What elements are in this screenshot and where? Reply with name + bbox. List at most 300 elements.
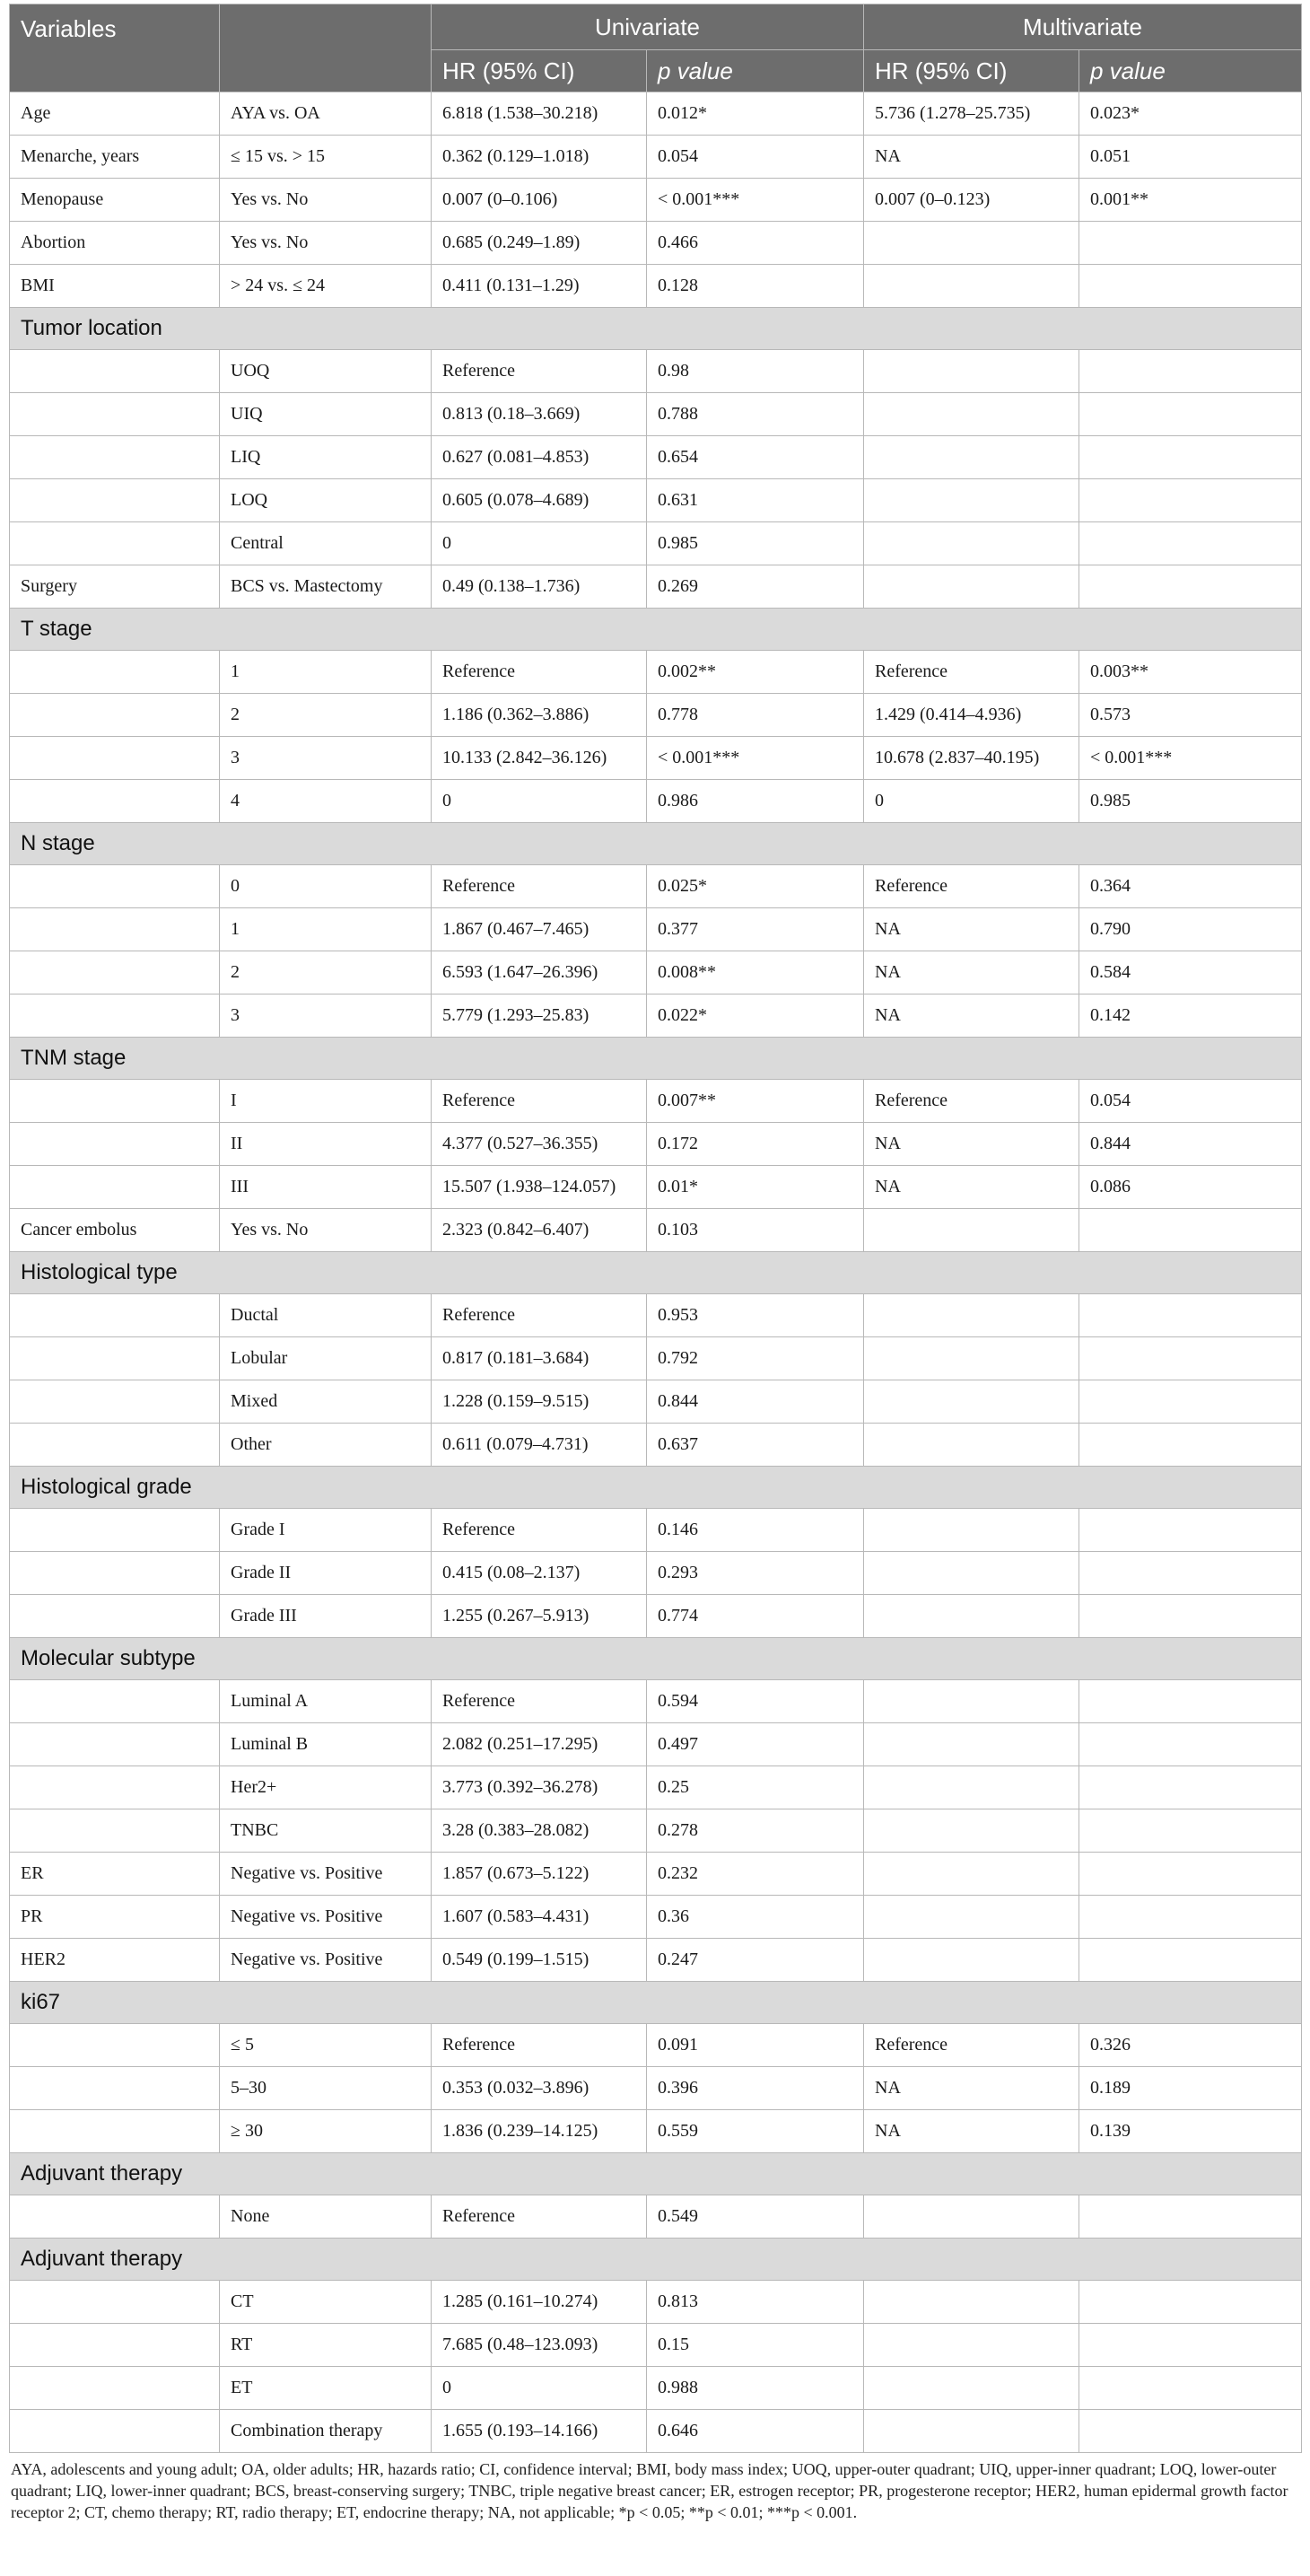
univariate-hr-cell: 0.362 (0.129–1.018) [432, 136, 647, 179]
variable-cell [10, 951, 220, 994]
table-row [10, 1896, 1302, 1939]
table-row [10, 222, 1302, 265]
table-row [10, 1424, 1302, 1467]
univariate-p-cell: 0.054 [647, 136, 864, 179]
table-row [10, 265, 1302, 308]
table-body [10, 92, 1302, 2453]
section-title: N stage [10, 823, 1302, 865]
comparison-cell: LOQ [220, 479, 432, 522]
variable-cell [10, 2024, 220, 2067]
comparison-cell: Grade II [220, 1552, 432, 1595]
univariate-hr-cell: Reference [432, 350, 647, 393]
multivariate-p-cell [1079, 479, 1302, 522]
table-row [10, 1166, 1302, 1209]
table-row [10, 393, 1302, 436]
univariate-hr-cell: 0.549 (0.199–1.515) [432, 1939, 647, 1982]
comparison-cell: CT [220, 2281, 432, 2324]
table-row [10, 1766, 1302, 1809]
section-row [10, 2153, 1302, 2195]
univariate-hr-cell: 0.685 (0.249–1.89) [432, 222, 647, 265]
section-title: Adjuvant therapy [10, 2153, 1302, 2195]
header-multivariate-hr: HR (95% CI) [864, 50, 1079, 92]
univariate-p-cell: 0.631 [647, 479, 864, 522]
comparison-cell: ET [220, 2367, 432, 2410]
multivariate-hr-cell [864, 436, 1079, 479]
univariate-hr-cell: 2.082 (0.251–17.295) [432, 1723, 647, 1766]
comparison-cell: > 24 vs. ≤ 24 [220, 265, 432, 308]
variable-cell: Abortion [10, 222, 220, 265]
univariate-hr-cell: 0.49 (0.138–1.736) [432, 565, 647, 609]
variable-cell [10, 522, 220, 565]
univariate-p-cell: 0.15 [647, 2324, 864, 2367]
variable-cell [10, 1680, 220, 1723]
variable-cell [10, 865, 220, 908]
section-title: Histological grade [10, 1467, 1302, 1509]
univariate-p-cell: 0.36 [647, 1896, 864, 1939]
multivariate-p-cell: 0.326 [1079, 2024, 1302, 2067]
multivariate-hr-cell: 1.429 (0.414–4.936) [864, 694, 1079, 737]
comparison-cell: II [220, 1123, 432, 1166]
univariate-hr-cell: 1.285 (0.161–10.274) [432, 2281, 647, 2324]
variable-cell [10, 1294, 220, 1337]
univariate-hr-cell: Reference [432, 2195, 647, 2239]
table-row [10, 2195, 1302, 2239]
variable-cell [10, 908, 220, 951]
variable-cell [10, 651, 220, 694]
comparison-cell: 4 [220, 780, 432, 823]
table-row [10, 2024, 1302, 2067]
comparison-cell: Mixed [220, 1380, 432, 1424]
multivariate-p-cell [1079, 2324, 1302, 2367]
table-row [10, 479, 1302, 522]
univariate-hr-cell: 0 [432, 780, 647, 823]
table-row [10, 865, 1302, 908]
table-row [10, 694, 1302, 737]
multivariate-hr-cell [864, 2367, 1079, 2410]
univariate-p-cell: 0.377 [647, 908, 864, 951]
univariate-hr-cell: 3.28 (0.383–28.082) [432, 1809, 647, 1853]
multivariate-hr-cell: 0 [864, 780, 1079, 823]
univariate-p-cell: 0.01* [647, 1166, 864, 1209]
table-row [10, 908, 1302, 951]
univariate-hr-cell: 0.007 (0–0.106) [432, 179, 647, 222]
table-row [10, 1294, 1302, 1337]
univariate-p-cell: 0.549 [647, 2195, 864, 2239]
section-row [10, 1252, 1302, 1294]
univariate-hr-cell: 0 [432, 2367, 647, 2410]
comparison-cell: I [220, 1080, 432, 1123]
univariate-hr-cell: 5.779 (1.293–25.83) [432, 994, 647, 1038]
comparison-cell: LIQ [220, 436, 432, 479]
multivariate-hr-cell [864, 1680, 1079, 1723]
univariate-p-cell: 0.103 [647, 1209, 864, 1252]
comparison-cell: 3 [220, 994, 432, 1038]
univariate-hr-cell: 4.377 (0.527–36.355) [432, 1123, 647, 1166]
table-row [10, 2410, 1302, 2453]
table-row [10, 1853, 1302, 1896]
header-multivariate: Multivariate [864, 4, 1302, 50]
variable-cell [10, 1424, 220, 1467]
comparison-cell: 2 [220, 694, 432, 737]
univariate-hr-cell: 7.685 (0.48–123.093) [432, 2324, 647, 2367]
section-row [10, 1038, 1302, 1080]
multivariate-p-cell [1079, 1209, 1302, 1252]
table-row [10, 1509, 1302, 1552]
comparison-cell: TNBC [220, 1809, 432, 1853]
univariate-hr-cell: 1.255 (0.267–5.913) [432, 1595, 647, 1638]
multivariate-hr-cell: Reference [864, 2024, 1079, 2067]
multivariate-hr-cell [864, 1896, 1079, 1939]
multivariate-hr-cell: NA [864, 2110, 1079, 2153]
variable-cell [10, 479, 220, 522]
header-univariate-p: p value [647, 50, 864, 92]
multivariate-p-cell: 0.142 [1079, 994, 1302, 1038]
multivariate-hr-cell [864, 1209, 1079, 1252]
multivariate-hr-cell [864, 1853, 1079, 1896]
univariate-p-cell: 0.247 [647, 1939, 864, 1982]
table-row [10, 1809, 1302, 1853]
table-row [10, 1680, 1302, 1723]
multivariate-p-cell [1079, 1896, 1302, 1939]
comparison-cell: ≤ 15 vs. > 15 [220, 136, 432, 179]
multivariate-p-cell [1079, 2410, 1302, 2453]
multivariate-hr-cell [864, 2281, 1079, 2324]
variable-cell [10, 393, 220, 436]
multivariate-hr-cell [864, 1380, 1079, 1424]
cox-regression-table [9, 4, 1302, 2453]
table-row [10, 2324, 1302, 2367]
variable-cell [10, 1337, 220, 1380]
univariate-hr-cell: 3.773 (0.392–36.278) [432, 1766, 647, 1809]
comparison-cell: Luminal B [220, 1723, 432, 1766]
multivariate-hr-cell [864, 350, 1079, 393]
comparison-cell: Luminal A [220, 1680, 432, 1723]
section-title: T stage [10, 609, 1302, 651]
comparison-cell: UOQ [220, 350, 432, 393]
multivariate-p-cell: 0.051 [1079, 136, 1302, 179]
univariate-hr-cell: 1.655 (0.193–14.166) [432, 2410, 647, 2453]
variable-cell [10, 994, 220, 1038]
section-row [10, 1982, 1302, 2024]
multivariate-hr-cell [864, 522, 1079, 565]
table-row [10, 951, 1302, 994]
multivariate-hr-cell [864, 1809, 1079, 1853]
univariate-p-cell: 0.172 [647, 1123, 864, 1166]
variable-cell [10, 2110, 220, 2153]
variable-cell [10, 2281, 220, 2324]
table-row [10, 780, 1302, 823]
univariate-p-cell: 0.466 [647, 222, 864, 265]
variable-cell [10, 1123, 220, 1166]
multivariate-hr-cell: 0.007 (0–0.123) [864, 179, 1079, 222]
multivariate-hr-cell: Reference [864, 1080, 1079, 1123]
univariate-p-cell: 0.002** [647, 651, 864, 694]
table-row [10, 1723, 1302, 1766]
univariate-p-cell: 0.091 [647, 2024, 864, 2067]
comparison-cell: Yes vs. No [220, 222, 432, 265]
section-row [10, 308, 1302, 350]
univariate-hr-cell: 0.415 (0.08–2.137) [432, 1552, 647, 1595]
univariate-p-cell: 0.008** [647, 951, 864, 994]
multivariate-hr-cell: NA [864, 2067, 1079, 2110]
table-footnote: AYA, adolescents and young adult; OA, older adults; HR, hazards ratio; CI, confidence interval; BMI, body mass index; UOQ, upper-outer quadrant; UIQ, upper-inner quadrant; LOQ, lower-outer quadrant; LIQ, lower-inner quadrant; BCS, breast-conserving surgery; TNBC, triple negative breast cancer; ER, estrogen receptor; PR, progesterone receptor; HER2, human epidermal growth factor receptor 2; CT, chemo therapy; RT, radio therapy; ET, endocrine therapy; NA, not applicable; *p < 0.05; **p < 0.01; ***p < 0.001. [11, 2460, 1288, 2521]
univariate-hr-cell: 1.607 (0.583–4.431) [432, 1896, 647, 1939]
multivariate-hr-cell [864, 2324, 1079, 2367]
univariate-hr-cell: 0.411 (0.131–1.29) [432, 265, 647, 308]
variable-cell [10, 350, 220, 393]
univariate-p-cell: 0.594 [647, 1680, 864, 1723]
variable-cell [10, 2324, 220, 2367]
multivariate-p-cell: 0.985 [1079, 780, 1302, 823]
univariate-p-cell: 0.022* [647, 994, 864, 1038]
multivariate-hr-cell [864, 2410, 1079, 2453]
univariate-hr-cell: 1.867 (0.467–7.465) [432, 908, 647, 951]
variable-cell: Surgery [10, 565, 220, 609]
multivariate-p-cell: 0.003** [1079, 651, 1302, 694]
univariate-hr-cell: Reference [432, 1294, 647, 1337]
multivariate-p-cell [1079, 393, 1302, 436]
comparison-cell: 0 [220, 865, 432, 908]
multivariate-p-cell [1079, 522, 1302, 565]
multivariate-p-cell: 0.584 [1079, 951, 1302, 994]
variable-cell [10, 1723, 220, 1766]
univariate-p-cell: 0.007** [647, 1080, 864, 1123]
multivariate-hr-cell [864, 265, 1079, 308]
table-row [10, 1595, 1302, 1638]
multivariate-p-cell [1079, 1337, 1302, 1380]
univariate-hr-cell: 0.627 (0.081–4.853) [432, 436, 647, 479]
variable-cell [10, 1766, 220, 1809]
comparison-cell: Negative vs. Positive [220, 1939, 432, 1982]
table-row [10, 179, 1302, 222]
univariate-hr-cell: 10.133 (2.842–36.126) [432, 737, 647, 780]
univariate-hr-cell: 1.836 (0.239–14.125) [432, 2110, 647, 2153]
comparison-cell: 1 [220, 651, 432, 694]
univariate-p-cell: 0.778 [647, 694, 864, 737]
comparison-cell: Her2+ [220, 1766, 432, 1809]
variable-cell [10, 1809, 220, 1853]
multivariate-p-cell [1079, 1509, 1302, 1552]
multivariate-p-cell: 0.189 [1079, 2067, 1302, 2110]
table-row [10, 737, 1302, 780]
multivariate-hr-cell [864, 1424, 1079, 1467]
univariate-p-cell: 0.985 [647, 522, 864, 565]
multivariate-hr-cell: Reference [864, 651, 1079, 694]
univariate-p-cell: 0.953 [647, 1294, 864, 1337]
comparison-cell: 2 [220, 951, 432, 994]
multivariate-p-cell: 0.364 [1079, 865, 1302, 908]
multivariate-p-cell [1079, 1853, 1302, 1896]
multivariate-p-cell: 0.139 [1079, 2110, 1302, 2153]
comparison-cell: Ductal [220, 1294, 432, 1337]
variable-cell [10, 2410, 220, 2453]
table-row [10, 1380, 1302, 1424]
univariate-hr-cell: Reference [432, 865, 647, 908]
comparison-cell: Combination therapy [220, 2410, 432, 2453]
comparison-cell: UIQ [220, 393, 432, 436]
table-row [10, 1337, 1302, 1380]
table-row [10, 92, 1302, 136]
comparison-cell: Negative vs. Positive [220, 1853, 432, 1896]
univariate-hr-cell: 2.323 (0.842–6.407) [432, 1209, 647, 1252]
univariate-p-cell: < 0.001*** [647, 179, 864, 222]
multivariate-hr-cell: 10.678 (2.837–40.195) [864, 737, 1079, 780]
section-title: ki67 [10, 1982, 1302, 2024]
section-row [10, 2239, 1302, 2281]
multivariate-hr-cell: NA [864, 136, 1079, 179]
multivariate-p-cell [1079, 2367, 1302, 2410]
variable-cell [10, 2367, 220, 2410]
variable-cell [10, 2195, 220, 2239]
header-comparison [220, 4, 432, 92]
table-row [10, 136, 1302, 179]
table-row [10, 1123, 1302, 1166]
univariate-p-cell: 0.844 [647, 1380, 864, 1424]
univariate-p-cell: 0.788 [647, 393, 864, 436]
multivariate-p-cell: 0.001** [1079, 179, 1302, 222]
table-row [10, 2110, 1302, 2153]
univariate-p-cell: 0.792 [647, 1337, 864, 1380]
univariate-hr-cell: Reference [432, 651, 647, 694]
univariate-hr-cell: 0.813 (0.18–3.669) [432, 393, 647, 436]
multivariate-hr-cell [864, 1766, 1079, 1809]
variable-cell: PR [10, 1896, 220, 1939]
table-row [10, 436, 1302, 479]
multivariate-p-cell [1079, 565, 1302, 609]
variable-cell: HER2 [10, 1939, 220, 1982]
variable-cell: BMI [10, 265, 220, 308]
variable-cell [10, 1380, 220, 1424]
multivariate-hr-cell [864, 479, 1079, 522]
header-variables: Variables [10, 4, 220, 92]
univariate-p-cell: 0.146 [647, 1509, 864, 1552]
variable-cell [10, 2067, 220, 2110]
multivariate-p-cell [1079, 1809, 1302, 1853]
multivariate-hr-cell: 5.736 (1.278–25.735) [864, 92, 1079, 136]
univariate-p-cell: 0.012* [647, 92, 864, 136]
multivariate-hr-cell [864, 1509, 1079, 1552]
multivariate-p-cell: 0.844 [1079, 1123, 1302, 1166]
variable-cell: Cancer embolus [10, 1209, 220, 1252]
multivariate-p-cell [1079, 1680, 1302, 1723]
univariate-p-cell: 0.25 [647, 1766, 864, 1809]
comparison-cell: RT [220, 2324, 432, 2367]
comparison-cell: Grade III [220, 1595, 432, 1638]
multivariate-p-cell [1079, 1723, 1302, 1766]
variable-cell: Menarche, years [10, 136, 220, 179]
variable-cell [10, 1595, 220, 1638]
section-row [10, 609, 1302, 651]
variable-cell: Menopause [10, 179, 220, 222]
univariate-hr-cell: 1.186 (0.362–3.886) [432, 694, 647, 737]
table-row [10, 565, 1302, 609]
header-univariate: Univariate [432, 4, 864, 50]
univariate-p-cell: 0.813 [647, 2281, 864, 2324]
univariate-hr-cell: Reference [432, 1509, 647, 1552]
multivariate-hr-cell [864, 1552, 1079, 1595]
multivariate-hr-cell [864, 393, 1079, 436]
section-title: TNM stage [10, 1038, 1302, 1080]
univariate-p-cell: 0.654 [647, 436, 864, 479]
univariate-p-cell: < 0.001*** [647, 737, 864, 780]
univariate-p-cell: 0.278 [647, 1809, 864, 1853]
multivariate-hr-cell: NA [864, 994, 1079, 1038]
univariate-hr-cell: 0 [432, 522, 647, 565]
table-row [10, 1080, 1302, 1123]
univariate-hr-cell: 0.353 (0.032–3.896) [432, 2067, 647, 2110]
multivariate-p-cell [1079, 1595, 1302, 1638]
comparison-cell: None [220, 2195, 432, 2239]
univariate-p-cell: 0.128 [647, 265, 864, 308]
univariate-hr-cell: 6.593 (1.647–26.396) [432, 951, 647, 994]
comparison-cell: Central [220, 522, 432, 565]
comparison-cell: Lobular [220, 1337, 432, 1380]
variable-cell [10, 780, 220, 823]
multivariate-p-cell [1079, 222, 1302, 265]
multivariate-hr-cell [864, 1723, 1079, 1766]
table-row [10, 1209, 1302, 1252]
univariate-hr-cell: Reference [432, 1080, 647, 1123]
multivariate-hr-cell [864, 2195, 1079, 2239]
univariate-p-cell: 0.396 [647, 2067, 864, 2110]
multivariate-p-cell [1079, 2195, 1302, 2239]
multivariate-hr-cell [864, 1595, 1079, 1638]
univariate-p-cell: 0.232 [647, 1853, 864, 1896]
table-row [10, 350, 1302, 393]
univariate-p-cell: 0.646 [647, 2410, 864, 2453]
multivariate-p-cell [1079, 1939, 1302, 1982]
univariate-p-cell: 0.986 [647, 780, 864, 823]
multivariate-hr-cell: NA [864, 1166, 1079, 1209]
table-row [10, 2067, 1302, 2110]
univariate-p-cell: 0.559 [647, 2110, 864, 2153]
comparison-cell: BCS vs. Mastectomy [220, 565, 432, 609]
multivariate-hr-cell [864, 565, 1079, 609]
section-title: Adjuvant therapy [10, 2239, 1302, 2281]
header-multivariate-p: p value [1079, 50, 1302, 92]
variable-cell: Age [10, 92, 220, 136]
univariate-p-cell: 0.988 [647, 2367, 864, 2410]
comparison-cell: Grade I [220, 1509, 432, 1552]
comparison-cell: Yes vs. No [220, 179, 432, 222]
comparison-cell: Other [220, 1424, 432, 1467]
multivariate-p-cell [1079, 1380, 1302, 1424]
comparison-cell: Yes vs. No [220, 1209, 432, 1252]
multivariate-p-cell [1079, 1552, 1302, 1595]
multivariate-hr-cell [864, 1939, 1079, 1982]
table-header [10, 4, 1302, 92]
multivariate-hr-cell: Reference [864, 865, 1079, 908]
multivariate-p-cell [1079, 1766, 1302, 1809]
multivariate-hr-cell: NA [864, 908, 1079, 951]
multivariate-hr-cell: NA [864, 951, 1079, 994]
multivariate-hr-cell: NA [864, 1123, 1079, 1166]
univariate-p-cell: 0.637 [647, 1424, 864, 1467]
comparison-cell: Negative vs. Positive [220, 1896, 432, 1939]
variable-cell [10, 737, 220, 780]
header-univariate-hr: HR (95% CI) [432, 50, 647, 92]
section-row [10, 1467, 1302, 1509]
comparison-cell: ≤ 5 [220, 2024, 432, 2067]
comparison-cell: 3 [220, 737, 432, 780]
univariate-p-cell: 0.98 [647, 350, 864, 393]
section-row [10, 1638, 1302, 1680]
multivariate-hr-cell [864, 1294, 1079, 1337]
univariate-hr-cell: 6.818 (1.538–30.218) [432, 92, 647, 136]
multivariate-p-cell [1079, 350, 1302, 393]
multivariate-hr-cell [864, 222, 1079, 265]
multivariate-p-cell [1079, 2281, 1302, 2324]
